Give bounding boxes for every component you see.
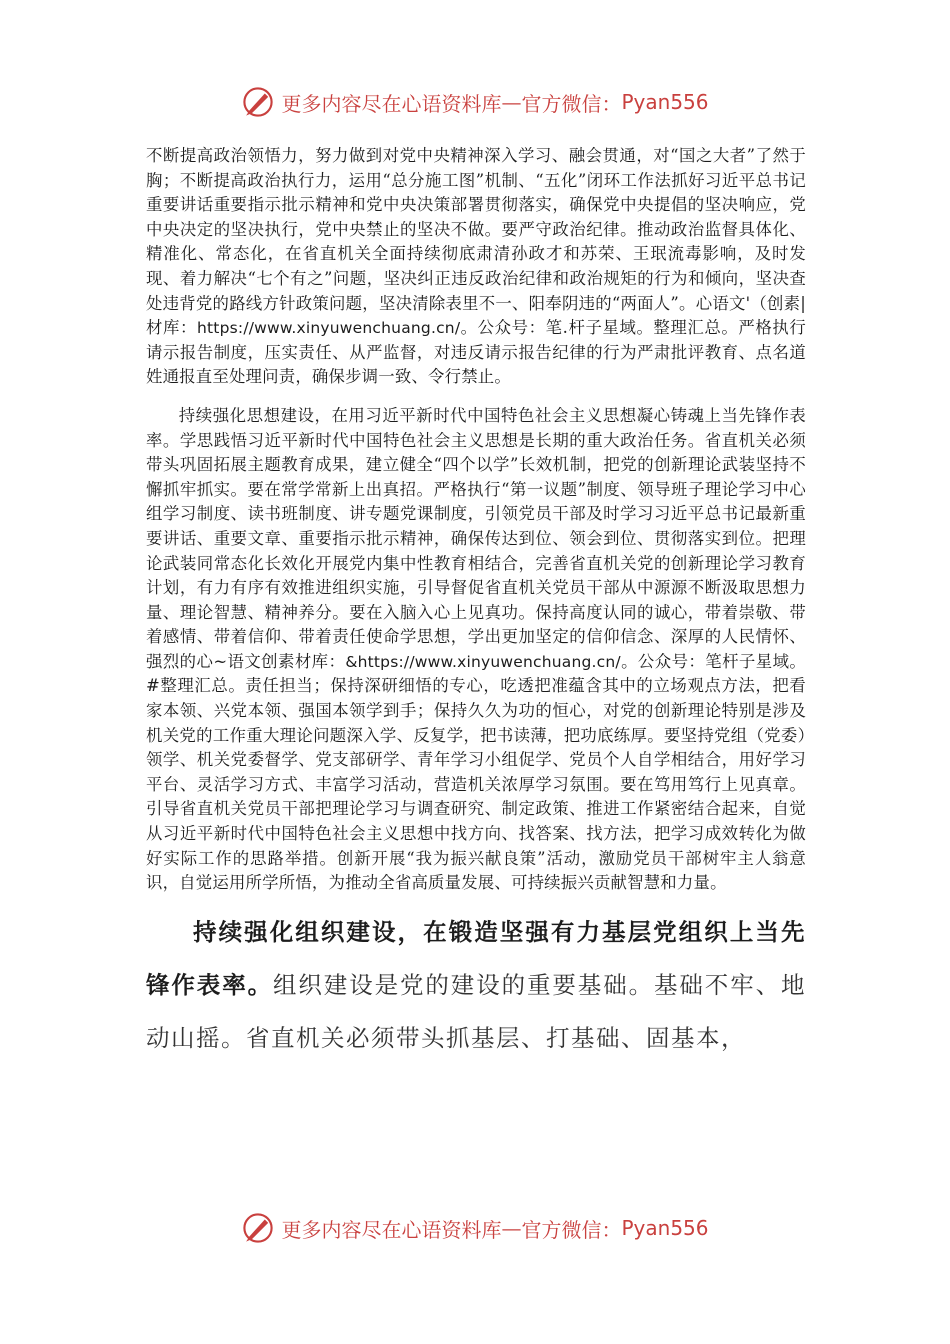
paragraph-2-text-b: 。公众号：笔杆子星域。#整理汇总。责任担当；保持深研细悟的专心，吃透把准蕴含其中的立场观点方法，把看家本领、兴党本领、强国本领学到手；保持久久为功的恒心，对党的创新理论特别是涉及机关党的工作重大理论问题深入学、反复学，把书读薄，把功底练厚。要坚持党组（党委）领学、机关党委督学、党支部研学、青年学习小组促学、党员个人自学相结合，用好学习平台、灵活学习方式、丰富学习活动，营造机关浓厚学习氛围。要在笃用笃行上见真章。引导省直机关党员干部把理论学习与调查研究、制定政策、推进工作紧密结合起来，自觉从习近平新时代中国特色社会主义思想中找方向、找答案、找方法，把学习成效转化为做好实际工作的思路举措。创新开展“我为振兴献良策”活动，激励党员干部树牢主人翁意识，自觉运用所学所悟，为推动全省高质量发展、可持续振兴贡献智慧和力量。 — [146, 651, 806, 893]
footer-wechat-id: Pyan556 — [621, 1216, 709, 1240]
header-brand: 更多内容尽在心语资料库 — [281, 91, 502, 116]
footer-banner — [0, 1208, 950, 1248]
footer-dash: — — [501, 1216, 522, 1240]
paragraph-1 — [146, 144, 806, 390]
paragraph-2-url: &https://www.xinyuwenchuang.cn/ — [345, 652, 621, 671]
paragraph-2 — [146, 404, 806, 896]
pen-logo-icon — [241, 1211, 275, 1245]
paragraph-1-text-b: 。公众号：笔.杆子星域。整理汇总。严格执行请示报告制度，压实责任、从严监督，对违反请示报告纪律的行为严肃批评教育、点名道姓通报直至处理问责，确保步调一致、令行禁止。 — [146, 318, 806, 387]
paragraph-1-url: https://www.xinyuwenchuang.cn/ — [197, 319, 461, 338]
paragraph-1-text-a: 不断提高政治领悟力，努力做到对党中央精神深入学习、融会贯通，对“国之大者”了然于胸；不断提高政治执行力，运用“总分施工图”机制、“五化”闭环工作法抓好习近平总书记重要讲话重要指示批示精神和党中央决策部署贯彻落实，确保党中央提倡的坚决响应，党中央决定的坚决执行，党中央禁止的坚决不做。要严守政治纪律。推动政治监督具体化、精准化、常态化，在省直机关全面持续彻底肃清孙政才和苏荣、王珉流毒影响，及时发现、着力解决“七个有之”问题，坚决纠正违反政治纪律和政治规矩的行为和倾向，坚决查处违背党的路线方针政策问题，坚决清除表里不一、阳奉阴违的“两面人”。心语文'（创素|材库： — [146, 146, 806, 338]
footer-wechat-label: 官方微信： — [521, 1217, 622, 1242]
paragraph-3-text: 组织建设是党的建设的重要基础。基础不牢、地动山摇。省直机关必须带头抓基层、打基础、固基本， — [146, 970, 806, 1052]
header-banner — [0, 82, 950, 122]
header-dash: — — [501, 90, 522, 114]
paragraph-2-text-a: 持续强化思想建设，在用习近平新时代中国特色社会主义思想凝心铸魂上当先锋作表率。学思践悟习近平新时代中国特色社会主义思想是长期的重大政治任务。省直机关必须带头巩固拓展主题教育成果，建立健全“四个以学”长效机制，把党的创新理论武装坚持不懈抓牢抓实。要在常学常新上出真招。严格执行“第一议题”制度、领导班子理论学习中心组学习制度、读书班制度、讲专题党课制度，引领党员干部及时学习习近平总书记最新重要讲话、重要文章、重要指示批示精神，确保传达到位、领会到位、贯彻落实到位。把理论武装同常态化长效化开展党内集中性教育相结合，完善省直机关党的创新理论学习教育计划，有力有序有效推进组织实施，引导督促省直机关党员干部从中源源不断汲取思想力量、理论智慧、精神养分。要在入脑入心上见真功。保持高度认同的诚心，带着崇敬、带着感情、带着信仰、带着责任使命学思想，学出更加坚定的信仰信念、深厚的人民情怀、强烈的心~语文创素材库： — [146, 405, 806, 671]
document-body — [146, 144, 806, 1065]
paragraph-3 — [146, 906, 806, 1065]
pen-logo-icon — [241, 85, 275, 119]
header-wechat-label: 官方微信： — [521, 91, 622, 116]
footer-brand: 更多内容尽在心语资料库 — [281, 1217, 502, 1242]
header-wechat-id: Pyan556 — [621, 90, 709, 114]
paragraph-3-heading: 持续强化组织建设，在锻造坚强有力基层党组织上当先锋作表率。 — [146, 917, 806, 999]
